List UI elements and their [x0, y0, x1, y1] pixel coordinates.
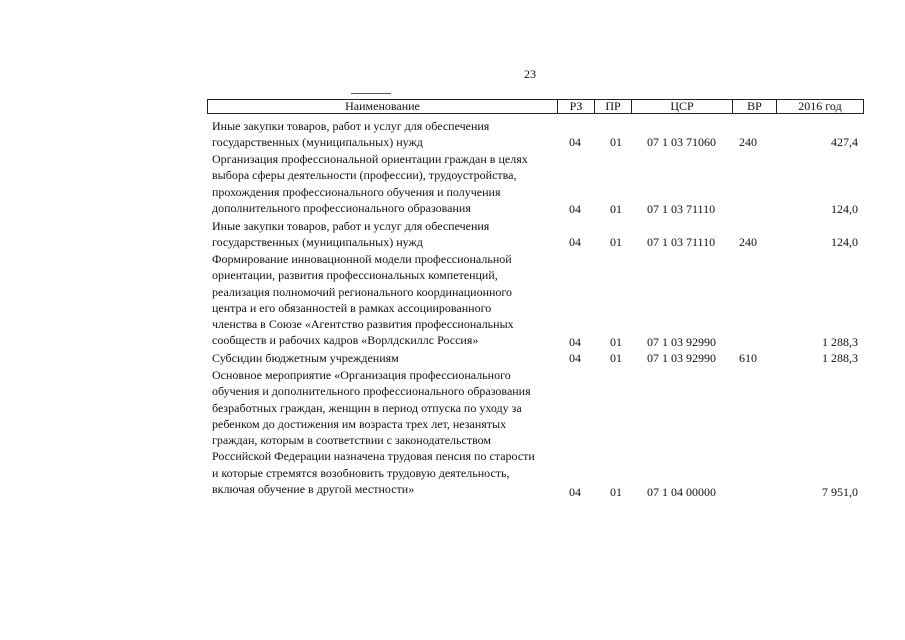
table-cell-csr: 07 1 03 92990	[647, 335, 716, 349]
header-vr: ВР	[747, 99, 762, 113]
table-cell-csr: 07 1 03 71060	[647, 135, 716, 149]
table-cell-rz: 04	[569, 485, 581, 499]
header-year: 2016 год	[798, 99, 842, 113]
table-cell-rz: 04	[569, 235, 581, 249]
table-cell-vr: 610	[739, 351, 757, 365]
table-cell-pr: 01	[610, 135, 622, 149]
table-cell-csr: 07 1 03 71110	[647, 202, 716, 216]
table-cell-pr: 01	[610, 485, 622, 499]
table-row-name: Иные закупки товаров, работ и услуг для обеспечения государственных (муниципальных) нужд	[212, 119, 490, 150]
table-cell-pr: 01	[610, 235, 622, 249]
table-row-name: Основное мероприятие «Организация профессионального обучения и дополнительного профессионального образования безработных граждан, женщин в период отпуска по уходу за ребенком до достижения им возраста трех лет, незанятых граждан, которым в соответствии с законодательством Российской Федерации назначена трудовая пенсия по старости и которые стремятся возобновить трудовую деятельность, включая обучение в другой местности»	[212, 368, 535, 497]
table-cell-value: 124,0	[831, 235, 858, 249]
table-row-name: Иные закупки товаров, работ и услуг для обеспечения государственных (муниципальных) нужд	[212, 219, 490, 250]
table-cell-vr: 240	[739, 235, 757, 249]
table-cell-csr: 07 1 04 00000	[647, 485, 716, 499]
table-row-name: Субсидии бюджетным учреждениям	[212, 351, 399, 365]
table-cell-value: 1 288,3	[822, 351, 858, 365]
header-csr: ЦСР	[670, 99, 694, 113]
header-rz: РЗ	[569, 99, 583, 113]
header-pr: ПР	[605, 99, 621, 113]
table-cell-rz: 04	[569, 351, 581, 365]
table-cell-value: 7 951,0	[822, 485, 858, 499]
table-row-name: Организация профессиональной ориентации граждан в целях выбора сферы деятельности (профессии), трудоустройства, прохождения профессионального обучения и получения дополнительного профессионального образования	[212, 152, 528, 215]
table-cell-pr: 01	[610, 335, 622, 349]
table-cell-pr: 01	[610, 202, 622, 216]
table-cell-vr: 240	[739, 135, 757, 149]
table-cell-value: 427,4	[831, 135, 858, 149]
table-cell-rz: 04	[569, 335, 581, 349]
table-cell-csr: 07 1 03 92990	[647, 351, 716, 365]
table-cell-csr: 07 1 03 71110	[647, 235, 716, 249]
table-row-name: Формирование инновационной модели профессиональной ориентации, развития профессиональных компетенций, реализация полномочий регионального координационного центра и его обязанностей в рамках ассоциированного членства в Союзе «Агентство развития профессиональных сообществ и рабочих кадров «Ворлдскиллс Россия»	[212, 252, 514, 348]
table-cell-rz: 04	[569, 202, 581, 216]
table-header	[207, 99, 864, 114]
header-name: Наименование	[345, 99, 420, 113]
table-cell-value: 124,0	[831, 202, 858, 216]
table-cell-pr: 01	[610, 351, 622, 365]
table-cell-value: 1 288,3	[822, 335, 858, 349]
header-overline	[351, 93, 391, 94]
table-cell-rz: 04	[569, 135, 581, 149]
page-number: 23	[524, 67, 536, 81]
